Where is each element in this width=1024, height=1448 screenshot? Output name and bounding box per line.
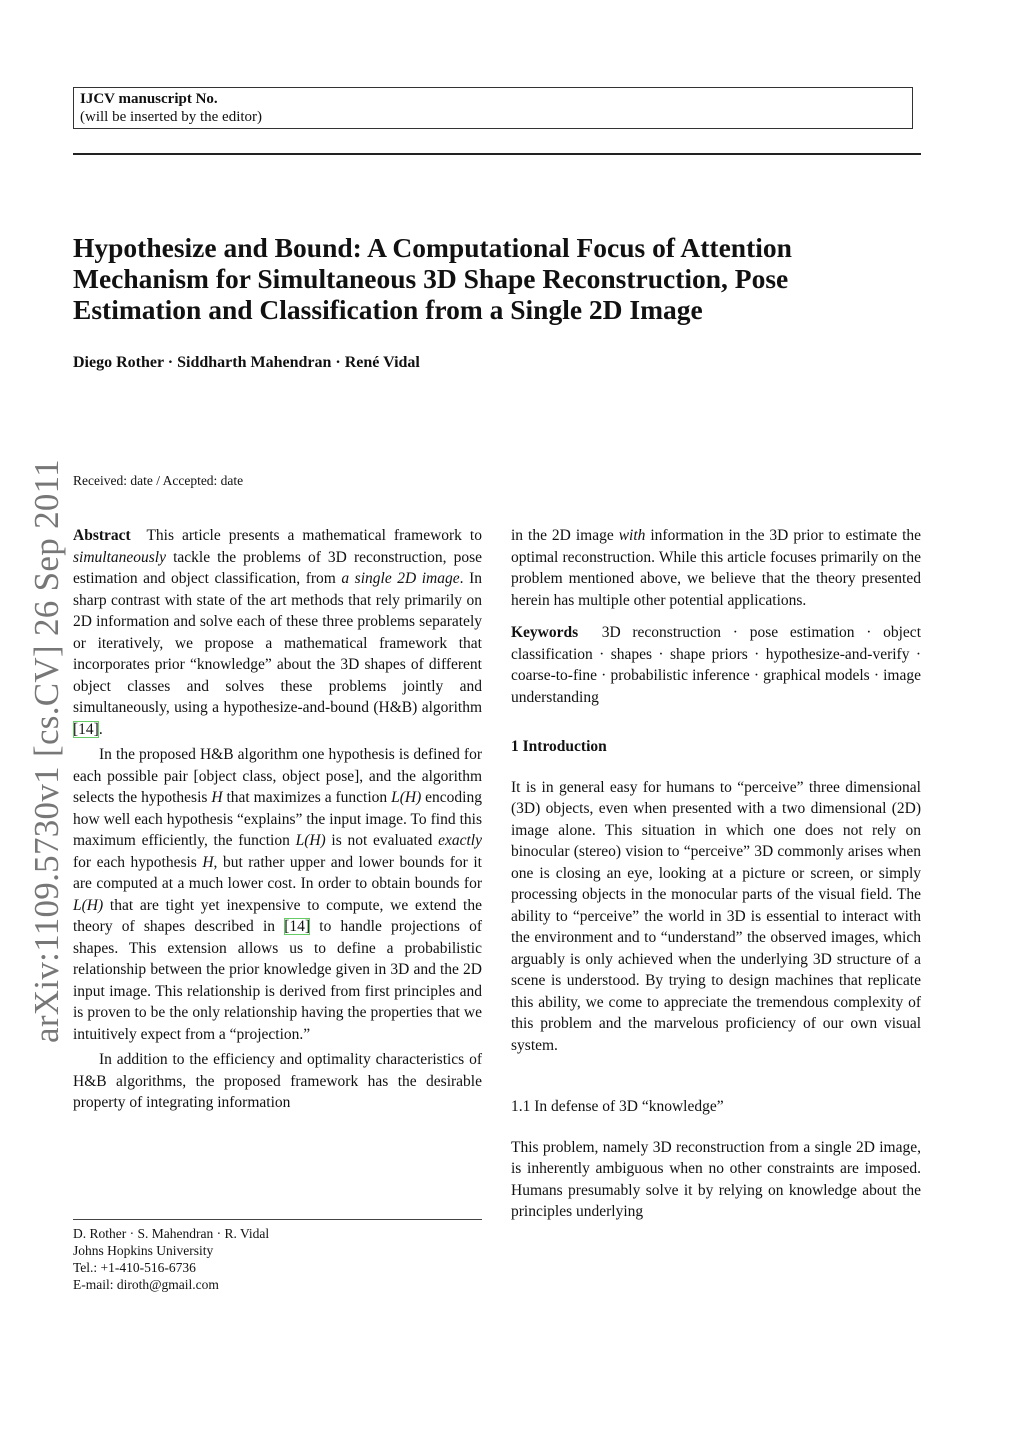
received-date: Received: date / Accepted: date bbox=[73, 473, 244, 488]
title-line: Estimation and Classification from a Single 2D Image bbox=[73, 294, 703, 325]
author-footnote bbox=[73, 1225, 269, 1293]
abstract-heading: Abstract bbox=[73, 527, 131, 544]
emphasis: with bbox=[618, 527, 646, 544]
journal-name: IJCV manuscript No. bbox=[80, 91, 218, 107]
abstract-paragraph bbox=[73, 744, 482, 1045]
emphasis: simultaneously bbox=[73, 548, 166, 566]
abstract-paragraph: In addition to the efficiency and optimality characteristics of H&B algorithms, the proposed framework has the desirable property of integrating information bbox=[73, 1051, 482, 1111]
math: L(H) bbox=[295, 832, 326, 849]
abstract-paragraph bbox=[73, 525, 482, 740]
text: . In sharp contrast with state of the art methods that rely primarily on 2D information and solve each of these three problems separately or iteratively, we propose a mathematical framework that incorporates prior “knowledge” about the 3D shapes of different object classes and solves these problems jointly and simultaneously, using a hypothesize-and-bound (H&B) algorithm bbox=[73, 570, 482, 716]
citation-link[interactable]: [14] bbox=[73, 720, 99, 738]
footnote-email: E-mail: diroth@gmail.com bbox=[73, 1277, 219, 1292]
footnote-line: Johns Hopkins University bbox=[73, 1243, 214, 1258]
intro-paragraph: It is in general easy for humans to “perceive” three dimensional (3D) objects, even when presented with a two dimensional (2D) image alone. This situation in which one does not rely on binocular (stereo) vision to “perceive” 3D commonly arises when one is closing an eye, looking at a picture or screen, or simply processing objects in the monocular parts of the visual field. The ability to “perceive” the world in 3D is essential to interact with the environment and to “understand” the observed images, which arguably is only achieved when the underlying 3D structure of a scene is understood. By trying to design machines that replicate this ability, we come to appreciate the tremendous complexity of this problem and the marvelous proficiency of our own visual system. bbox=[511, 778, 921, 1054]
keywords bbox=[511, 622, 921, 708]
math: H bbox=[202, 853, 214, 871]
text: to handle projections of shapes. This extension allows us to define a probabilistic relationship between the prior knowledge given in 3D and the 2D input image. This relationship is derived from first principles and is proven to be the only relationship having the properties that we intuitively expect from a “projection.” bbox=[73, 918, 483, 1043]
journal-header-box bbox=[73, 87, 913, 129]
math: H bbox=[211, 789, 223, 806]
emphasis: a single 2D image bbox=[341, 570, 460, 587]
text: that are tight yet inexpensive to compute, we extend the theory of shapes described in bbox=[73, 896, 482, 935]
text: tackle the problems of 3D reconstruction, pose estimation and object classification, from bbox=[73, 548, 482, 587]
keywords-text: 3D reconstruction · pose estimation · object classification · shapes · shape priors · hypothesize-and-verify · coarse-to-fine · probabilistic inference · graphical models · image understanding bbox=[511, 624, 921, 706]
text: for each hypothesis bbox=[73, 853, 203, 871]
citation-link[interactable]: [14] bbox=[284, 918, 311, 935]
arxiv-watermark: arXiv:1109.5730v1 [cs.CV] 26 Sep 2011 bbox=[27, 459, 66, 1044]
footnote-line: Tel.: +1-410-516-6736 bbox=[73, 1260, 196, 1275]
title-line: Hypothesize and Bound: A Computational Focus of Attention bbox=[73, 232, 792, 263]
right-column bbox=[511, 525, 921, 1227]
paper-title bbox=[73, 232, 933, 325]
intro-paragraph: This problem, namely 3D reconstruction from a single 2D image, is inherently ambiguous when no other constraints are imposed. Humans presumably solve it by relying on knowledge about the principles underlying bbox=[511, 1138, 921, 1220]
text: that maximizes a function bbox=[222, 789, 392, 806]
math: L(H) bbox=[73, 896, 104, 914]
subsection-heading: 1.1 In defense of 3D “knowledge” bbox=[511, 1098, 724, 1115]
text: This article presents a mathematical framework to bbox=[146, 527, 482, 544]
footnote-line: D. Rother · S. Mahendran · R. Vidal bbox=[73, 1226, 270, 1241]
left-column bbox=[73, 525, 482, 1118]
text: information in the 3D prior to estimate the optimal reconstruction. While this article focuses primarily on the problem mentioned above, we believe that the theory presented herein has multiple other potential applications. bbox=[511, 527, 922, 609]
text: encoding how well each hypothesis “explains” the input image. To find this maximum efficiently, the function bbox=[73, 789, 482, 849]
text: is not evaluated bbox=[325, 832, 439, 849]
keywords-heading: Keywords bbox=[511, 624, 579, 641]
text: in the 2D image bbox=[511, 527, 619, 544]
text: In the proposed H&B algorithm one hypothesis is defined for each possible pair [object class, object pose], and the algorithm selects the hypothesis bbox=[73, 746, 482, 806]
journal-note: (will be inserted by the editor) bbox=[80, 109, 263, 125]
header-rule bbox=[73, 153, 921, 155]
emphasis: exactly bbox=[438, 832, 482, 849]
text: . bbox=[98, 720, 103, 738]
authors: Diego Rother · Siddharth Mahendran · René Vidal bbox=[73, 354, 420, 371]
text: , but rather upper and lower bounds for it are computed at a much lower cost. In order to obtain bounds for bbox=[73, 853, 482, 892]
title-line: Mechanism for Simultaneous 3D Shape Reconstruction, Pose bbox=[73, 263, 789, 294]
section-heading-introduction: 1 Introduction bbox=[511, 738, 607, 755]
abstract-continuation bbox=[511, 525, 921, 611]
math: L(H) bbox=[391, 789, 422, 806]
footnote-rule bbox=[73, 1219, 482, 1220]
